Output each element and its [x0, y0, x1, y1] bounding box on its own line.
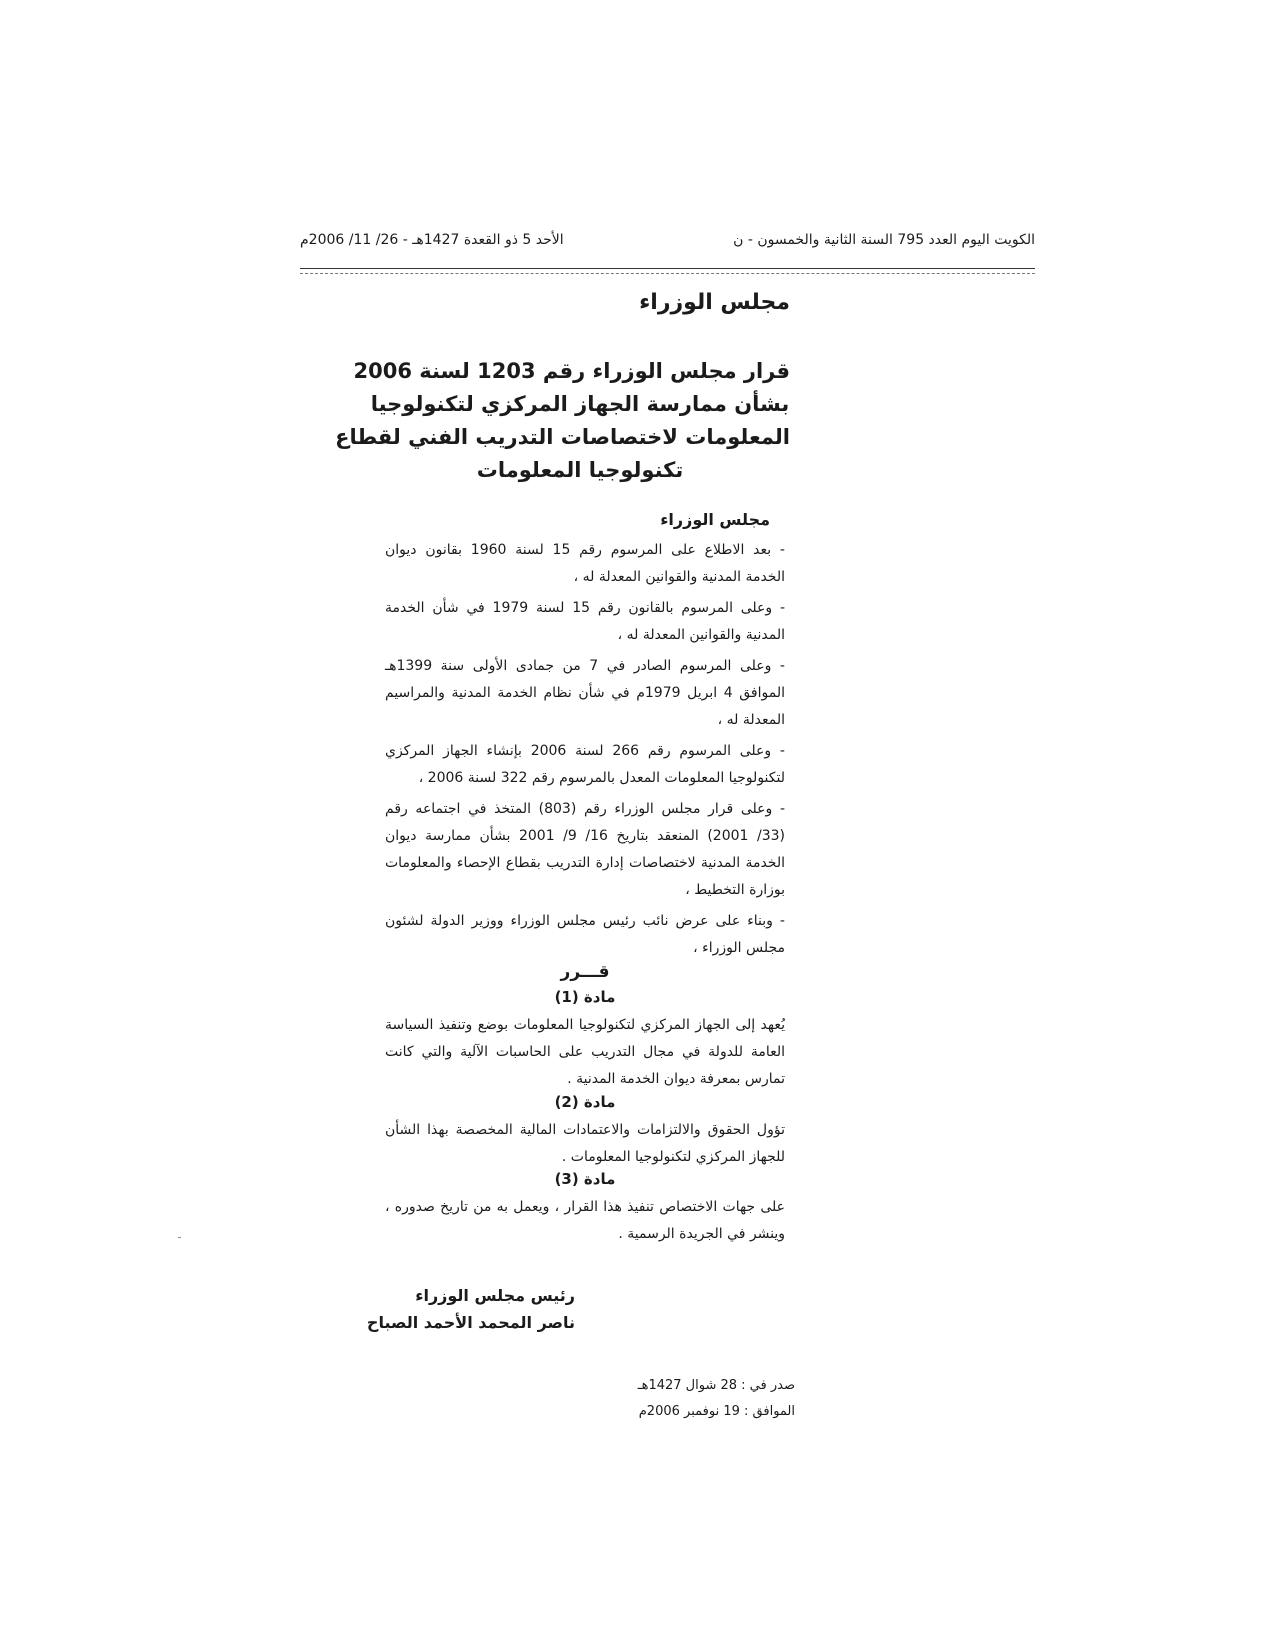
recital: - وبناء على عرض نائب رئيس مجلس الوزراء ووزير الدولة لشئون مجلس الوزراء ،	[385, 913, 785, 956]
council-label: مجلس الوزراء	[660, 510, 770, 529]
article-2-title: مادة (2)	[554, 1093, 616, 1111]
decree-title-line: بشأن ممارسة الجهاز المركزي لتكنولوجيا	[370, 392, 790, 416]
page-header	[300, 232, 1035, 254]
issued-date-gregorian: الموافق : 19 نوفمبر 2006م	[638, 1404, 795, 1419]
article-3-title: مادة (3)	[554, 1170, 616, 1188]
recital: - وعلى المرسوم رقم 266 لسنة 2006 بإنشاء الجهاز المركزي لتكنولوجيا المعلومات المعدل بالمرسوم رقم 322 لسنة 2006 ،	[385, 743, 785, 786]
signer-position: رئيس مجلس الوزراء	[415, 1286, 575, 1305]
article-2-text: تؤول الحقوق والالتزامات والاعتمادات المالية المخصصة بهذا الشأن للجهاز المركزي لتكنولوجيا المعلومات .	[385, 1122, 785, 1165]
decree-title-line: قرار مجلس الوزراء رقم 1203 لسنة 2006	[353, 359, 790, 383]
recital: - وعلى المرسوم الصادر في 7 من جمادى الأولى سنة 1399هـ الموافق 4 ابريل 1979م في شأن نظام الخدمة المدنية والمراسيم المعدلة له ،	[385, 658, 785, 728]
article-3-text: على جهات الاختصاص تنفيذ هذا القرار ، ويعمل به من تاريخ صدوره ، وينشر في الجريدة الرسمية .	[385, 1199, 785, 1242]
header-rule	[300, 268, 1035, 269]
scan-speck	[178, 1237, 181, 1238]
article-1-text: يُعهد إلى الجهاز المركزي لتكنولوجيا المعلومات بوضع وتنفيذ السياسة العامة للدولة في مجال التدريب على الحاسبات الآلية والتي كانت تمارس بمعرفة ديوان الخدمة المدنية .	[385, 1017, 785, 1087]
header-rule-dashed	[300, 273, 1035, 274]
decree-title-line: المعلومات لاختصاصات التدريب الفني لقطاع	[335, 425, 790, 449]
article-1-title: مادة (1)	[554, 988, 616, 1006]
header-date: الأحد 5 ذو القعدة 1427هـ - 26/ 11/ 2006م	[300, 232, 564, 248]
decree-title	[335, 355, 790, 487]
issued-date-hijri: صدر في : 28 شوال 1427هـ	[637, 1378, 795, 1393]
decree-title-line: تكنولوجيا المعلومات	[476, 458, 684, 482]
signer-name: ناصر المحمد الأحمد الصباح	[366, 1313, 575, 1332]
section-title: مجلس الوزراء	[639, 290, 790, 315]
recital: - وعلى المرسوم بالقانون رقم 15 لسنة 1979 في شأن الخدمة المدنية والقوانين المعدلة له ،	[385, 600, 785, 643]
recital: - بعد الاطلاع على المرسوم رقم 15 لسنة 1960 بقانون ديوان الخدمة المدنية والقوانين المعدلة له ،	[385, 542, 785, 585]
recitals	[385, 537, 785, 966]
recital: - وعلى قرار مجلس الوزراء رقم (803) المتخذ في اجتماعه رقم (33/ 2001) المنعقد بتاريخ 16/ 9/ 2001 بشأن ممارسة ديوان الخدمة المدنية لاختصاصات إدارة التدريب بقطاع الإحصاء والمعلومات بوزارة التخطيط ،	[385, 801, 786, 898]
header-issue-info: الكويت اليوم العدد 795 السنة الثانية والخمسون - ن	[733, 232, 1035, 248]
decided-label: قـــرر	[560, 962, 610, 982]
